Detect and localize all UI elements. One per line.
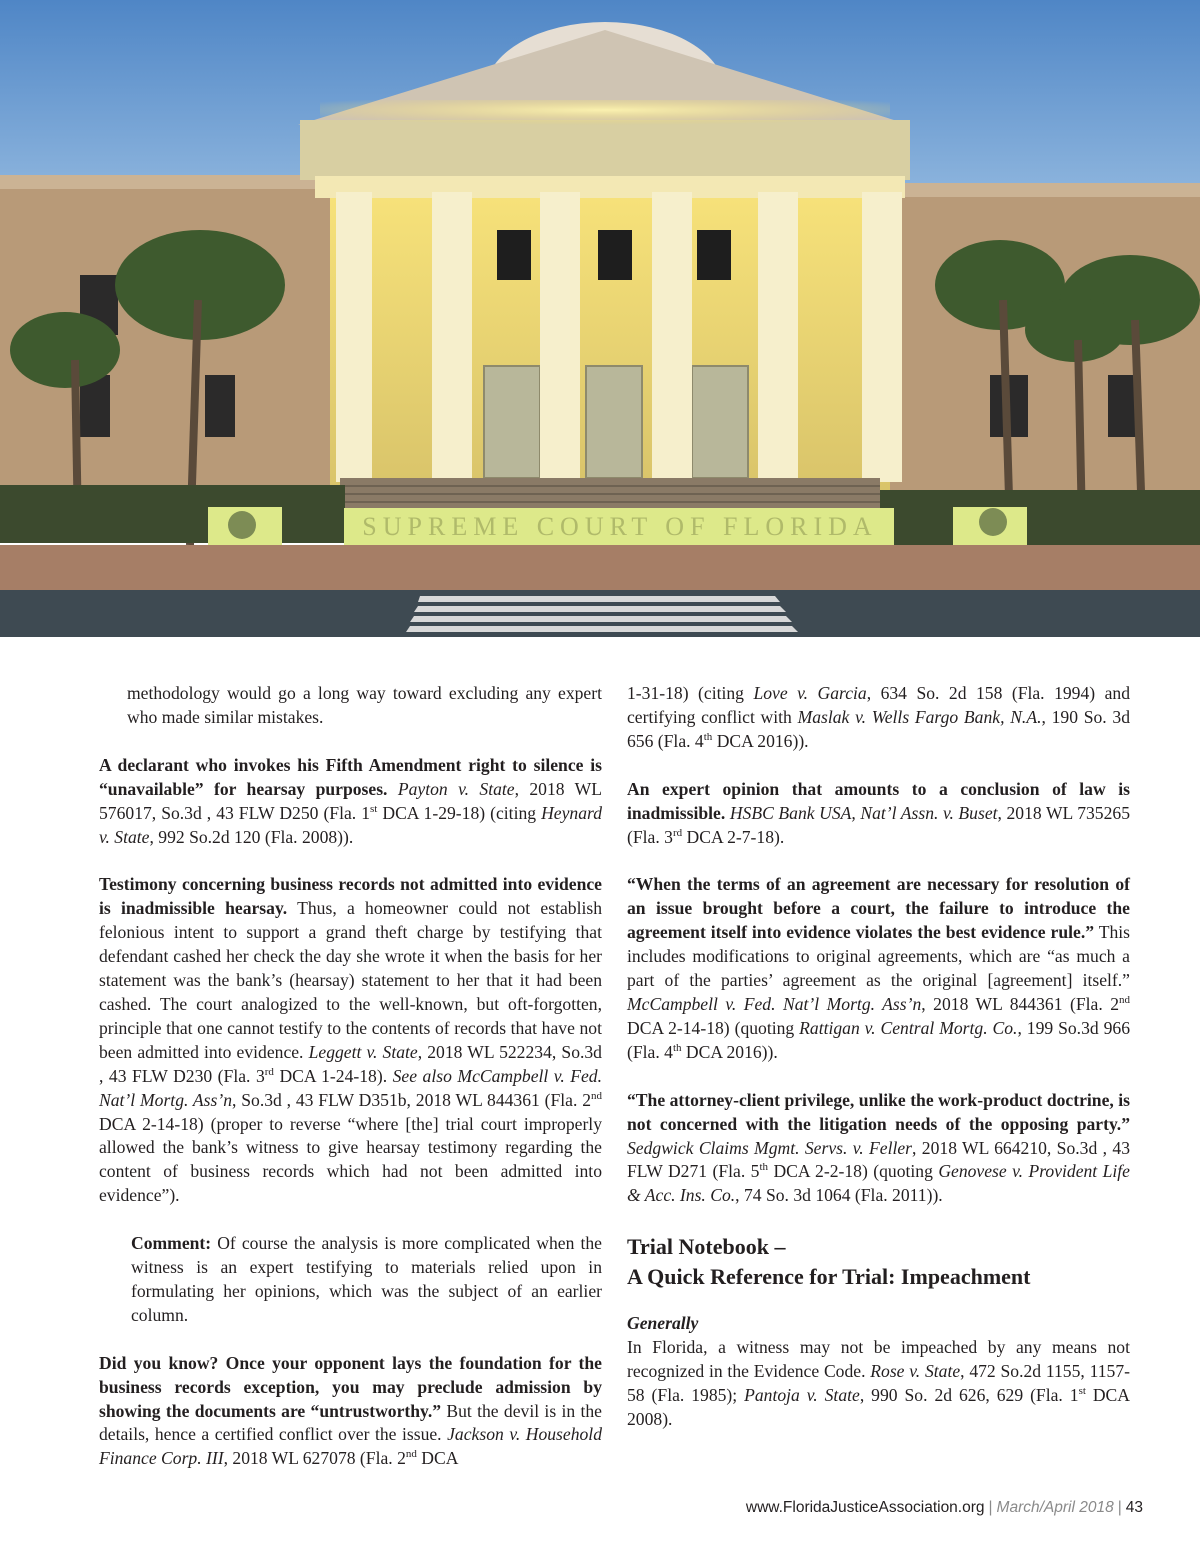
sign-text: SUPREME COURT OF FLORIDA: [362, 512, 878, 541]
courthouse-photo: [0, 0, 1200, 637]
did-you-know-paragraph: Did you know? Once your opponent lays the foundation for the business records exception, you may preclude admission by showing the documents are “untrustworthy.” But the devil is in the details, hence a certified conflict over the issue. Jackson v. Household Finance Corp. III, 2018 WL 627078 (Fla. 2nd DCA: [99, 1352, 602, 1469]
section-heading-line2: A Quick Reference for Trial: Impeachment: [627, 1264, 1031, 1290]
footer-website[interactable]: www.FloridaJusticeAssociation.org: [745, 1499, 985, 1516]
comment-paragraph: Comment: Of course the analysis is more complicated when the witness is an expert testifying to materials relied upon in formulating her opinions, which was the subject of an earlier column.: [131, 1233, 602, 1325]
page-number: 43: [1125, 1499, 1143, 1516]
footer-issue: March/April 2018: [996, 1499, 1114, 1516]
footer-separator: |: [988, 1499, 993, 1516]
generally-paragraph: Generally In Florida, a witness may not be impeached by any means not recognized in the Evidence Code. Rose v. State, 472 So.2d 1155, 1157-58 (Fla. 1985); Pantoja v. State, 990 So. 2d 626, 629 (Fla. 1st DCA 2008).: [627, 1313, 1131, 1429]
generally-subhead: Generally: [627, 1313, 699, 1334]
section-heading: [627, 1232, 1130, 1292]
section-heading-line1: Trial Notebook –: [627, 1234, 786, 1260]
methodology-paragraph: methodology would go a long way toward excluding any expert who made similar mistakes.: [127, 683, 602, 727]
best-evidence-paragraph: “When the terms of an agreement are necessary for resolution of an issue brought before a court, the failure to introduce the agreement itself into evidence violates the best evidence rule.” This includes modifications to original agreements, which are “as much a part of the parties’ agreement as the original [agreement] itself.” McCampbell v. Fed. Nat’l Mortg. Ass’n, 2018 WL 844361 (Fla. 2nd DCA 2-14-18) (quoting Rattigan v. Central Mortg. Co., 199 So.3d 966 (Fla. 4th DCA 2016)).: [627, 874, 1131, 1062]
courthouse-illustration: [0, 0, 1200, 637]
right-column: [627, 682, 1130, 1432]
love-garcia-paragraph: 1-31-18) (citing Love v. Garcia, 634 So. 2d 158 (Fla. 1994) and certifying conflict with Maslak v. Wells Fargo Bank, N.A., 190 So. 3d 656 (Fla. 4th DCA 2016)).: [627, 683, 1130, 751]
attorney-client-paragraph: “The attorney-client privilege, unlike the work-product doctrine, is not concerned with the litigation needs of the opposing party.” Sedgwick Claims Mgmt. Servs. v. Feller, 2018 WL 664210, So.3d , 43 FLW D271 (Fla. 5th DCA 2-2-18) (quoting Genovese v. Provident Life & Acc. Ins. Co., 74 So. 3d 1064 (Fla. 2011)).: [627, 1089, 1130, 1206]
right-seal: [979, 508, 1007, 536]
business-records-paragraph: Testimony concerning business records not admitted into evidence is inadmissible hearsay. Thus, a homeowner could not establish felonious intent to support a grand theft charge by testifying that defendant cashed her check the day she wrote it when the basis for her statement was the bank’s (hearsay) statement to her that it had been cashed. The court analogized to the well-known, but oft-forgotten, principle that one cannot testify to the contents of records that have not been admitted into evidence. Leggett v. State, 2018 WL 522234, So.3d , 43 FLW D230 (Fla. 3rd DCA 1-24-18). See also McCampbell v. Fed. Nat’l Mortg. Ass’n, So.3d , 43 FLW D351b, 2018 WL 844361 (Fla. 2nd DCA 2-14-18) (proper to reverse “where [the] trial court improperly allowed the bank’s witness to give hearsay testimony regarding the content of business records which had not been admitted into evidence”).: [99, 874, 603, 1206]
fifth-amendment-paragraph: A declarant who invokes his Fifth Amendment right to silence is “unavailable” for hearsay purposes. Payton v. State, 2018 WL 576017, So.3d , 43 FLW D250 (Fla. 1st DCA 1-29-18) (citing Heynard v. State, 992 So.2d 120 (Fla. 2008)).: [99, 754, 602, 847]
left-seal: [228, 511, 256, 539]
page-footer: [746, 1499, 1143, 1517]
left-column: [99, 682, 602, 1471]
expert-opinion-paragraph: An expert opinion that amounts to a conclusion of law is inadmissible. HSBC Bank USA, Nat’l Assn. v. Buset, 2018 WL 735265 (Fla. 3rd DCA 2-7-18).: [627, 778, 1130, 847]
footer-separator-2: |: [1117, 1499, 1122, 1516]
